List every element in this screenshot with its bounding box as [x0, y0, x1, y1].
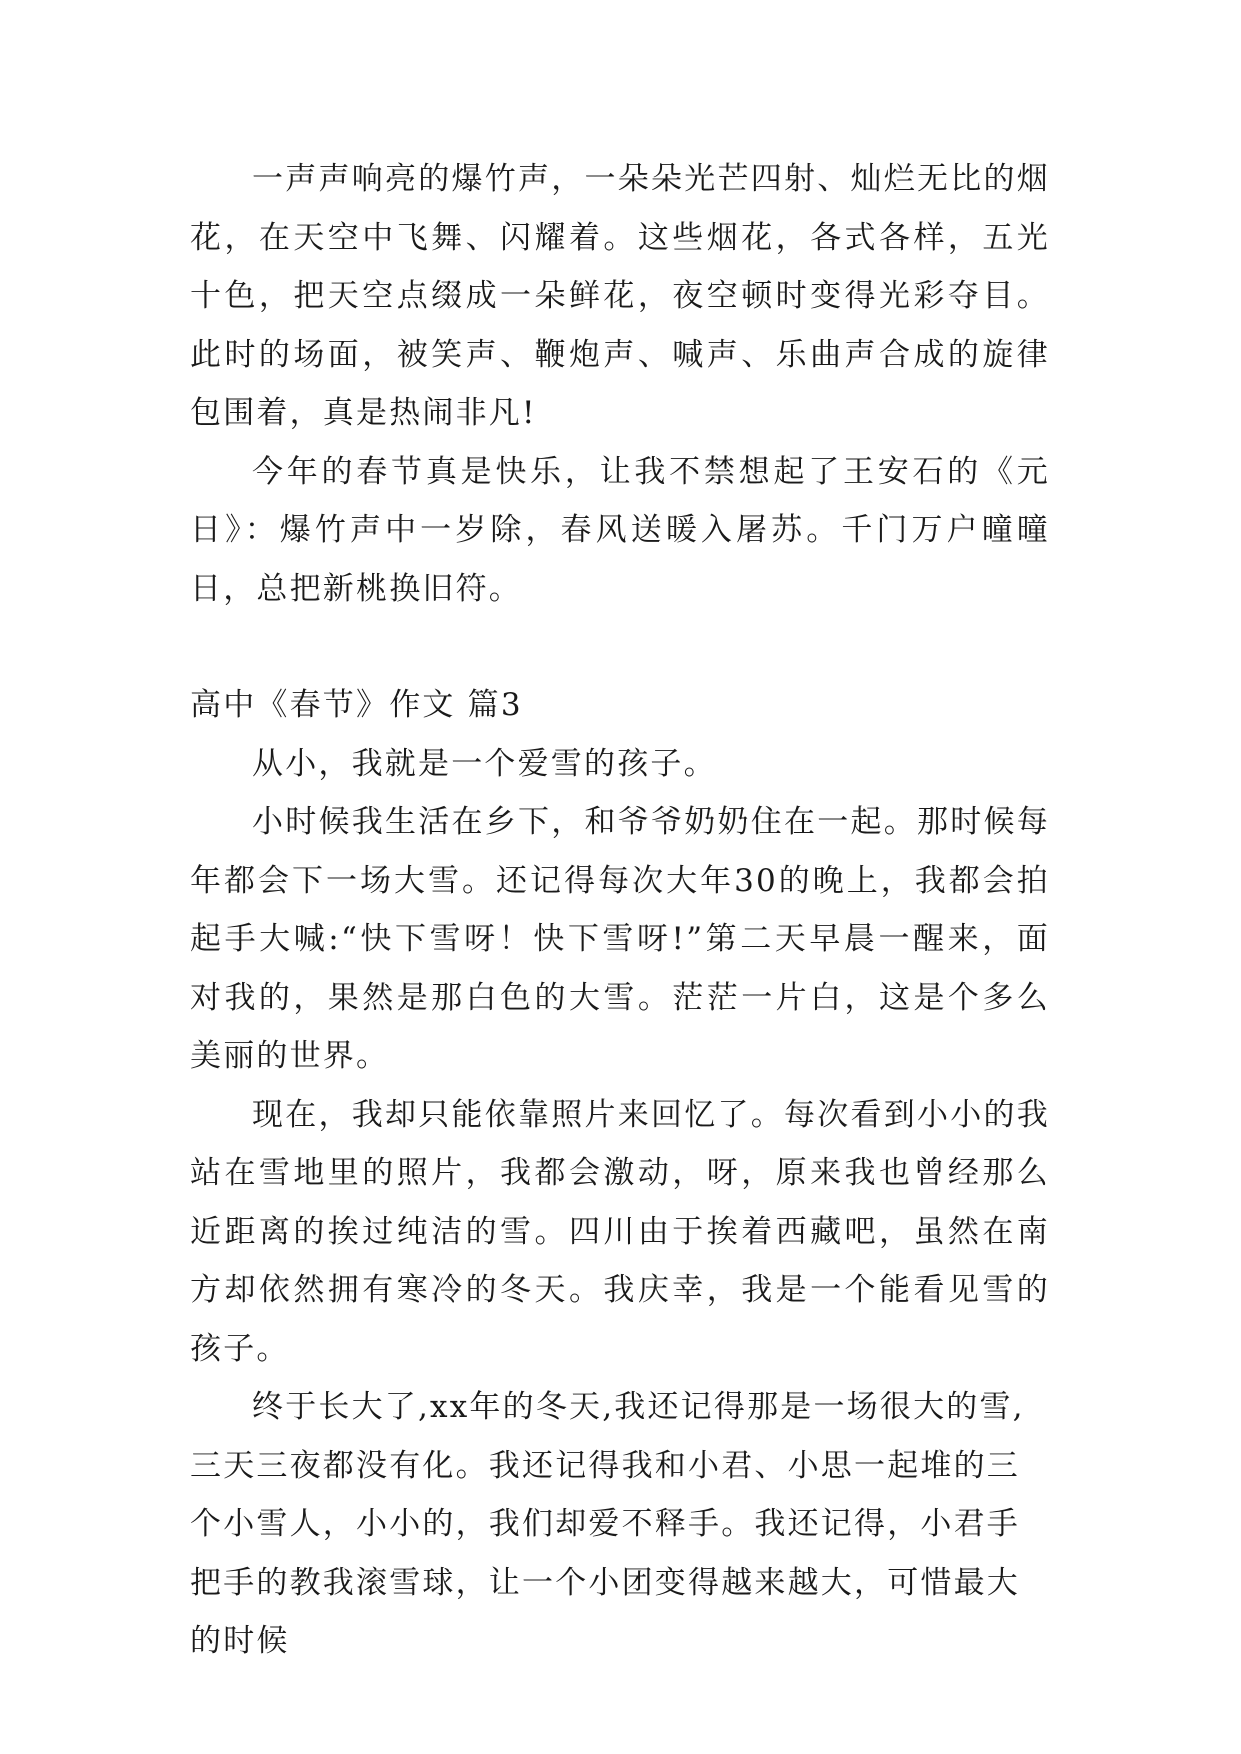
section-gap: [190, 618, 1050, 676]
section-heading: 高中《春节》作文 篇3: [190, 687, 523, 723]
document-body: [190, 150, 1050, 1671]
paragraph-childhood-snow: 小时候我生活在乡下，和爷爷奶奶住在一起。那时候每年都会下一场大雪。还记得每次大年30的晚上，我都会拍起手大喊:“快下雪呀！快下雪呀!”第二天早晨一醒来，面对我的，果然是那白色的大雪。茫茫一片白，这是个多么美丽的世界。: [190, 804, 1050, 1074]
paragraph-snowman: 终于长大了,xx年的冬天,我还记得那是一场很大的雪,三天三夜都没有化。我还记得我和小君、小思一起堆的三个小雪人，小小的，我们却爱不释手。我还记得，小君手把手的教我滚雪球，让一个小团变得越来越大，可惜最大的时候: [190, 1389, 1025, 1659]
paragraph-fireworks: 一声声响亮的爆竹声，一朵朵光芒四射、灿烂无比的烟花，在天空中飞舞、闪耀着。这些烟花，各式各样，五光十色，把天空点缀成一朵鲜花，夜空顿时变得光彩夺目。此时的场面，被笑声、鞭炮声、喊声、乐曲声合成的旋律包围着，真是热闹非凡!: [190, 161, 1050, 431]
paragraph-love-snow: 从小，我就是一个爱雪的孩子。: [252, 745, 717, 782]
paragraph-photos-memory: 现在，我却只能依靠照片来回忆了。每次看到小小的我站在雪地里的照片，我都会激动，呀，原来我也曾经那么近距离的挨过纯洁的雪。四川由于挨着西藏吧，虽然在南方却依然拥有寒冷的冬天。我庆幸，我是一个能看见雪的孩子。: [190, 1096, 1050, 1367]
paragraph-spring-festival-poem: 今年的春节真是快乐，让我不禁想起了王安石的《元日》：爆竹声中一岁除，春风送暖入屠苏。千门万户曈曈日，总把新桃换旧符。: [190, 453, 1050, 607]
